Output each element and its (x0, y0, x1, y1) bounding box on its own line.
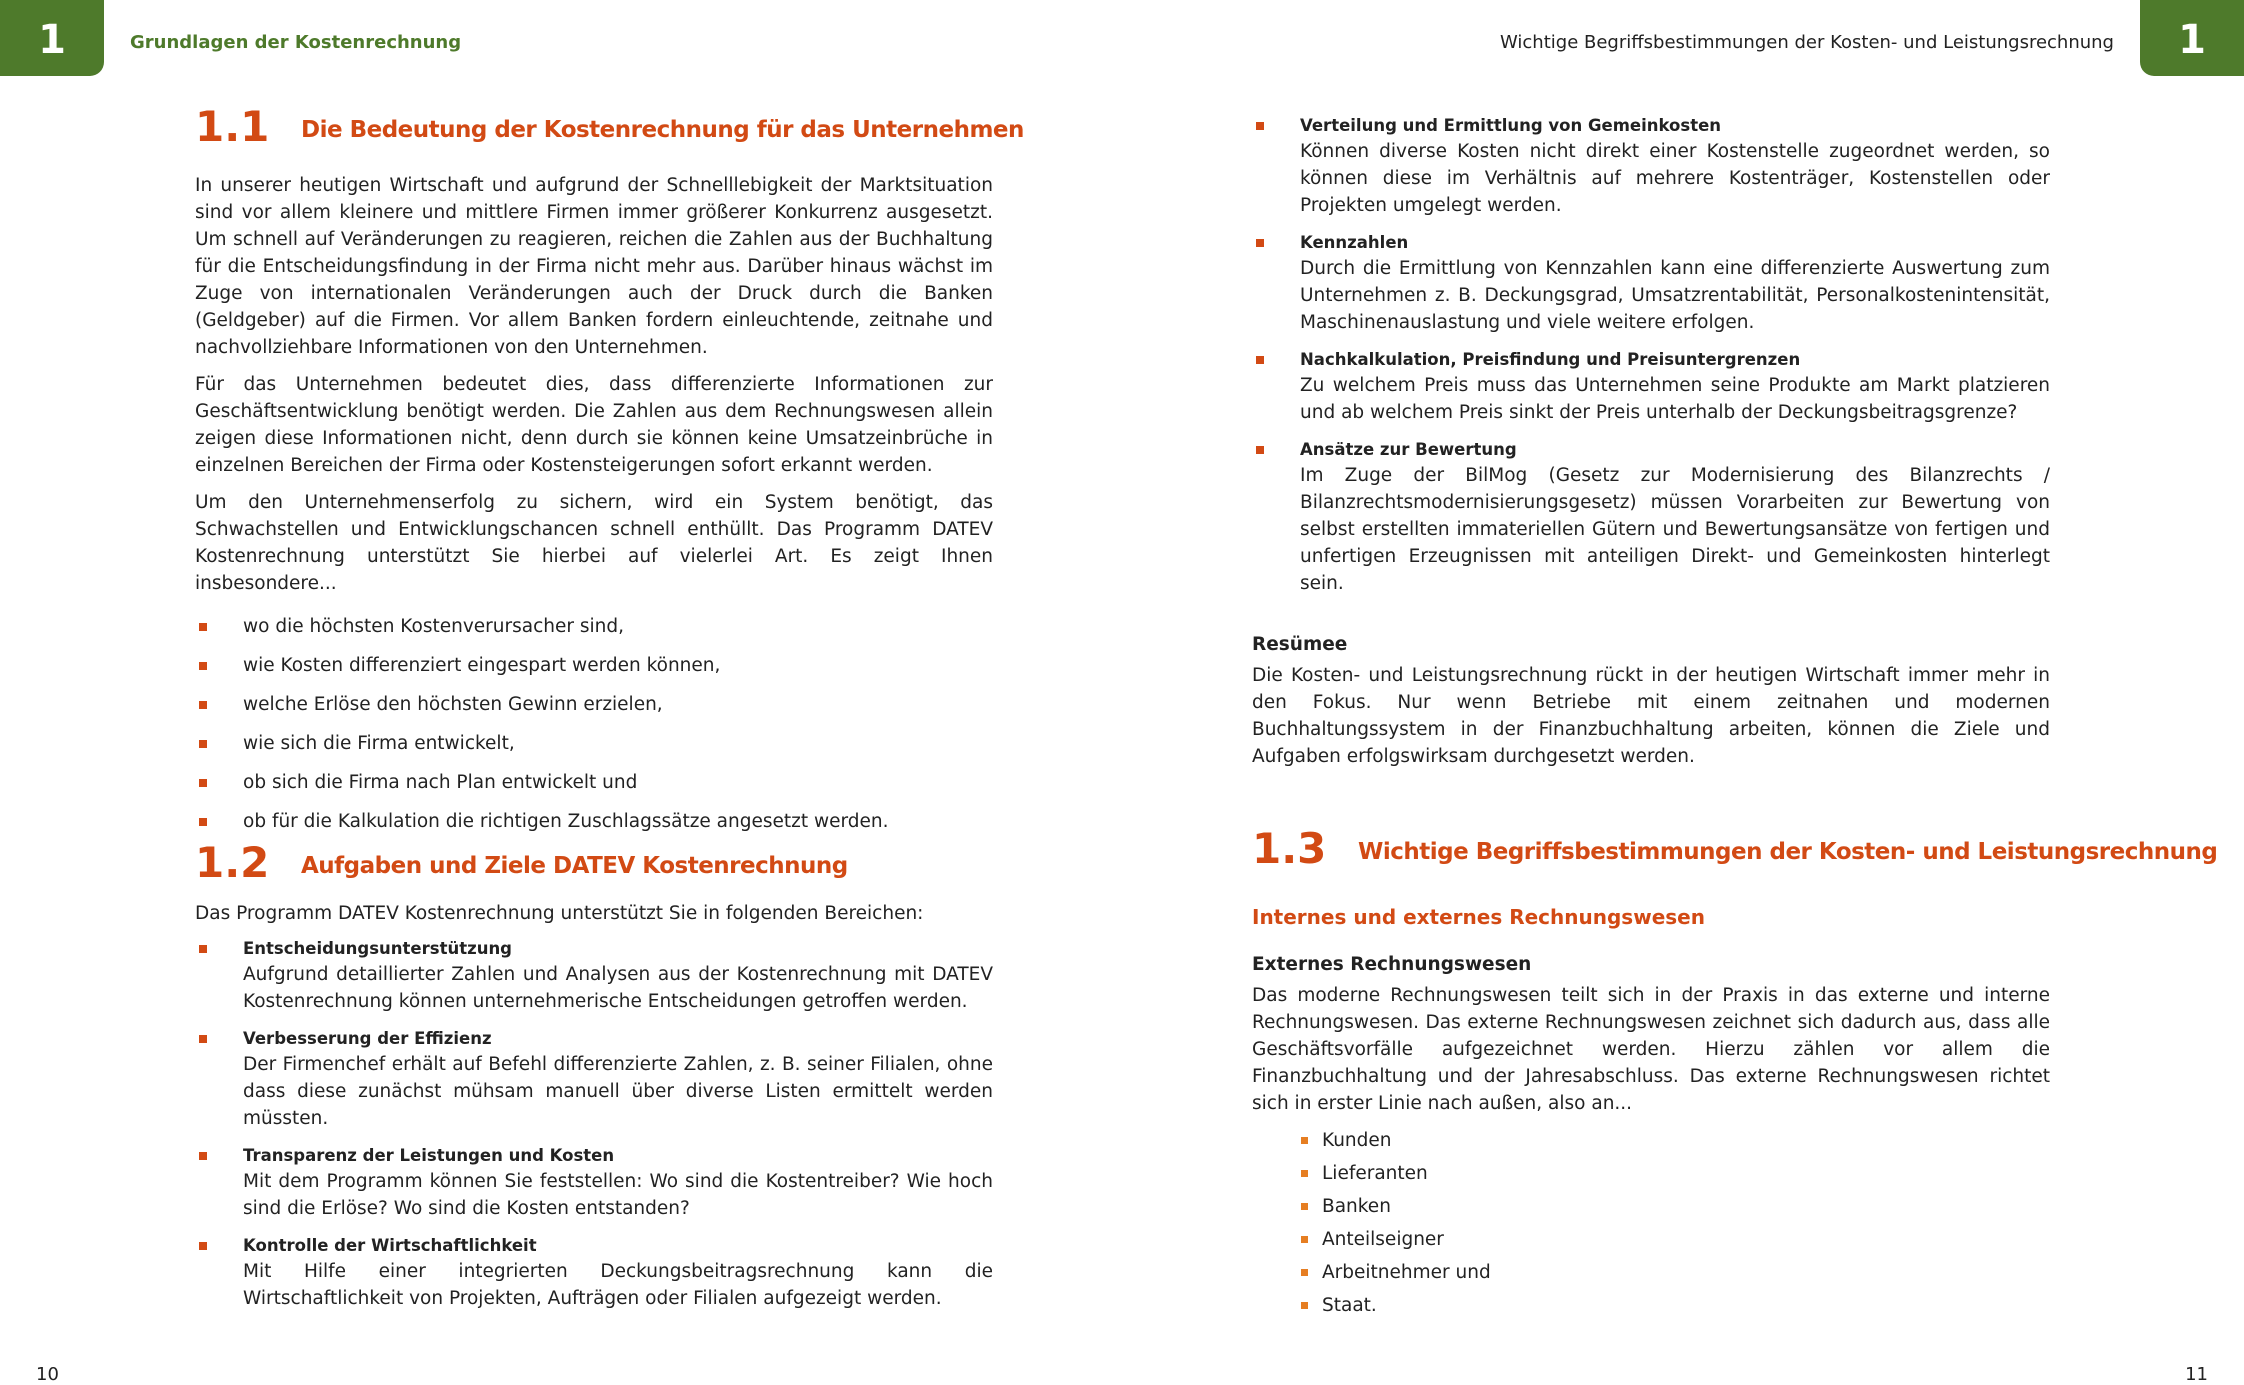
section-number: 1.3 (1252, 824, 1327, 873)
item-text: Durch die Ermittlung von Kennzahlen kann eine differenzierte Auswertung zum Unternehmen z. B. Deckungsgrad, Umsatzrentabilität, Personalkostenintensität, Maschinenauslastung und viele weitere erfolgen. (1300, 258, 2050, 333)
list-item-text: Anteilseigner (1322, 1229, 1444, 1250)
section-number: 1.2 (195, 838, 270, 887)
bullet-square-icon (199, 701, 207, 709)
item-title: Ansätze zur Bewertung (1300, 440, 1517, 459)
list-item (195, 1234, 993, 1312)
item-text: Zu welchem Preis muss das Unternehmen seine Produkte am Markt platzieren und ab welchem Preis sinkt der Preis unterhalb der Deckungsbeitragsgrenze? (1300, 375, 2050, 423)
bullet-list (195, 613, 993, 847)
bullet-square-icon (1301, 1170, 1308, 1177)
chapter-tab-left (0, 0, 104, 76)
bullet-square-icon (199, 623, 207, 631)
item-text: Mit dem Programm können Sie feststellen: Wo sind die Kostentreiber? Wie hoch sind die Erlöse? Wo sind die Kosten entstanden? (243, 1171, 993, 1219)
list-item (195, 652, 993, 691)
bullet-square-icon (199, 1242, 207, 1250)
section-title: Die Bedeutung der Kostenrechnung für das Unternehmen (301, 117, 1024, 143)
list-item (195, 691, 993, 730)
item-text: Im Zuge der BilMog (Gesetz zur Modernisierung des Bilanzrechts / Bilanzrechtsmodernisierungsgesetz) müssen Vorarbeiten zur Bewertung von selbst erstellten immateriellen Gütern und Bewertungsansätze von fertigen und unfertigen Erzeugnissen mit anteiligen Direkt- und Gemeinkosten hinterlegt sein. (1300, 465, 2050, 594)
bullet-square-icon (1256, 356, 1264, 364)
summary-title: Resümee (1252, 634, 1348, 655)
list-item (1252, 114, 2050, 219)
item-title: Nachkalkulation, Preisfindung und Preisuntergrenzen (1300, 350, 1801, 369)
bullet-square-icon (1256, 446, 1264, 454)
running-header-left: Grundlagen der Kostenrechnung (130, 32, 462, 53)
page-number-left: 10 (36, 1364, 59, 1385)
chapter-number-right: 1 (2178, 17, 2206, 63)
list-item (1252, 1226, 2050, 1259)
bullet-square-icon (1301, 1269, 1308, 1276)
list-item-text: Staat. (1322, 1295, 1377, 1316)
item-title: Verbesserung der Effizienz (243, 1029, 492, 1048)
paragraph: Um den Unternehmenserfolg zu sichern, wird ein System benötigt, das Schwachstellen und Entwicklungschancen schnell enthüllt. Das Programm DATEV Kostenrechnung unterstützt Sie hierbei auf vielerlei Art. Es zeigt Ihnen insbesondere... (195, 492, 993, 594)
paragraph: Das Programm DATEV Kostenrechnung unterstützt Sie in folgenden Bereichen: (195, 903, 924, 924)
section-heading-1-3 (1252, 824, 2218, 876)
list-item-text: wo die höchsten Kostenverursacher sind, (243, 616, 624, 637)
paragraph: Das moderne Rechnungswesen teilt sich in der Praxis in das externe und interne Rechnungswesen. Das externe Rechnungswesen zeichnet sich dadurch aus, dass alle Geschäftsvorfälle aufgezeichnet werden. Hierzu zählen vor allem die Finanzbuchhaltung und der Jahresabschluss. Das externe Rechnungswesen richtet sich in erster Linie nach außen, also an... (1252, 985, 2050, 1114)
item-title: Transparenz der Leistungen und Kosten (243, 1146, 615, 1165)
bullet-square-icon (1301, 1236, 1308, 1243)
list-item-text: Kunden (1322, 1130, 1392, 1151)
list-item (1252, 1193, 2050, 1226)
list-item-text: ob sich die Firma nach Plan entwickelt und (243, 772, 638, 793)
list-item-text: welche Erlöse den höchsten Gewinn erzielen, (243, 694, 663, 715)
bullet-square-icon (199, 1035, 207, 1043)
list-item-text: ob für die Kalkulation die richtigen Zuschlagssätze angesetzt werden. (243, 811, 889, 832)
bullet-square-icon (199, 818, 207, 826)
chapter-tab-right (2140, 0, 2244, 76)
bullet-square-icon (199, 945, 207, 953)
bullet-square-icon (1256, 239, 1264, 247)
list-item (195, 769, 993, 808)
bullet-square-icon (199, 740, 207, 748)
list-item (195, 1027, 993, 1132)
bullet-square-icon (1256, 122, 1264, 130)
list-item (195, 1144, 993, 1222)
list-item (195, 937, 993, 1015)
list-item (1252, 231, 2050, 336)
section-title: Aufgaben und Ziele DATEV Kostenrechnung (301, 853, 848, 879)
list-item-text: Banken (1322, 1196, 1391, 1217)
item-text: Können diverse Kosten nicht direkt einer Kostenstelle zugeordnet werden, so können diese im Verhältnis auf mehrere Kostenträger, Kostenstellen oder Projekten umgelegt werden. (1300, 141, 2050, 216)
bullet-square-icon (199, 1152, 207, 1160)
list-item (195, 613, 993, 652)
item-text: Mit Hilfe einer integrierten Deckungsbeitragsrechnung kann die Wirtschaftlichkeit von Projekten, Aufträgen oder Filialen aufgezeigt werden. (243, 1261, 993, 1309)
item-title: Kontrolle der Wirtschaftlichkeit (243, 1236, 537, 1255)
list-item-text: Arbeitnehmer und (1322, 1262, 1491, 1283)
section-number: 1.1 (195, 102, 270, 151)
running-header-right: Wichtige Begriffsbestimmungen der Kosten- und Leistungsrechnung (1500, 32, 2114, 53)
item-title: Verteilung und Ermittlung von Gemeinkosten (1300, 116, 1722, 135)
definition-list-continued (1252, 114, 2050, 597)
definition-list (195, 937, 993, 1312)
right-column-section-1-3 (1252, 824, 2218, 1325)
bullet-square-icon (1301, 1302, 1308, 1309)
list-item (1252, 1259, 2050, 1292)
item-title: Entscheidungsunterstützung (243, 939, 512, 958)
item-text: Der Firmenchef erhält auf Befehl differenzierte Zahlen, z. B. seiner Filialen, ohne dass diese zunächst mühsam manuell über diverse Listen ermittelt werden müssten. (243, 1054, 993, 1129)
right-column (1252, 114, 2050, 780)
bullet-square-icon (1301, 1203, 1308, 1210)
list-item (1252, 1127, 2050, 1160)
page-number-right: 11 (2185, 1364, 2208, 1385)
summary-text: Die Kosten- und Leistungsrechnung rückt in der heutigen Wirtschaft immer mehr in den Fokus. Nur wenn Betriebe mit einem zeitnahen und modernen Buchhaltungssystem in der Finanzbuchhaltung arbeiten, können die Ziele und Aufgaben erfolgswirksam durchgesetzt werden. (1252, 665, 2050, 767)
addressee-list (1252, 1127, 2050, 1325)
paragraph: In unserer heutigen Wirtschaft und aufgrund der Schnelllebigkeit der Marktsituation sind vor allem kleinere und mittlere Firmen immer größerer Konkurrenz ausgesetzt. Um schnell auf Veränderungen zu reagieren, reichen die Zahlen aus der Buchhaltung für die Entscheidungsfindung in der Firma nicht mehr aus. Darüber hinaus wächst im Zuge von internationalen Veränderungen auch der Druck durch die Banken (Geldgeber) auf die Firmen. Vor allem Banken fordern einleuchtende, zeitnahe und nachvollziehbare Informationen von den Unternehmen. (195, 175, 993, 358)
section-heading-1-2 (195, 840, 993, 890)
bullet-square-icon (1301, 1137, 1308, 1144)
list-item-text: wie Kosten differenziert eingespart werden können, (243, 655, 721, 676)
list-item (1252, 1160, 2050, 1193)
list-item-text: Lieferanten (1322, 1163, 1428, 1184)
subsubheading: Externes Rechnungswesen (1252, 954, 1532, 975)
list-item (1252, 438, 2050, 597)
list-item (1252, 348, 2050, 426)
list-item (195, 730, 993, 769)
item-text: Aufgrund detaillierter Zahlen und Analysen aus der Kostenrechnung mit DATEV Kostenrechnung können unternehmerische Entscheidungen getroffen werden. (243, 964, 993, 1012)
item-title: Kennzahlen (1300, 233, 1409, 252)
left-column-section-1-2 (195, 840, 993, 1324)
bullet-square-icon (199, 779, 207, 787)
chapter-number-left: 1 (38, 17, 66, 63)
list-item (1252, 1292, 2050, 1325)
paragraph: Für das Unternehmen bedeutet dies, dass differenzierte Informationen zur Geschäftsentwicklung benötigt werden. Die Zahlen aus dem Rechnungswesen allein zeigen diese Informationen nicht, denn durch sie können keine Umsatzeinbrüche in einzelnen Bereichen der Firma oder Kostensteigerungen sofort erkannt werden. (195, 374, 993, 476)
list-item-text: wie sich die Firma entwickelt, (243, 733, 515, 754)
subheading: Internes und externes Rechnungswesen (1252, 905, 1705, 929)
section-title: Wichtige Begriffsbestimmungen der Kosten- und Leistungsrechnung (1358, 839, 2218, 865)
section-heading-1-1 (195, 102, 1024, 154)
left-column (195, 102, 1024, 847)
bullet-square-icon (199, 662, 207, 670)
